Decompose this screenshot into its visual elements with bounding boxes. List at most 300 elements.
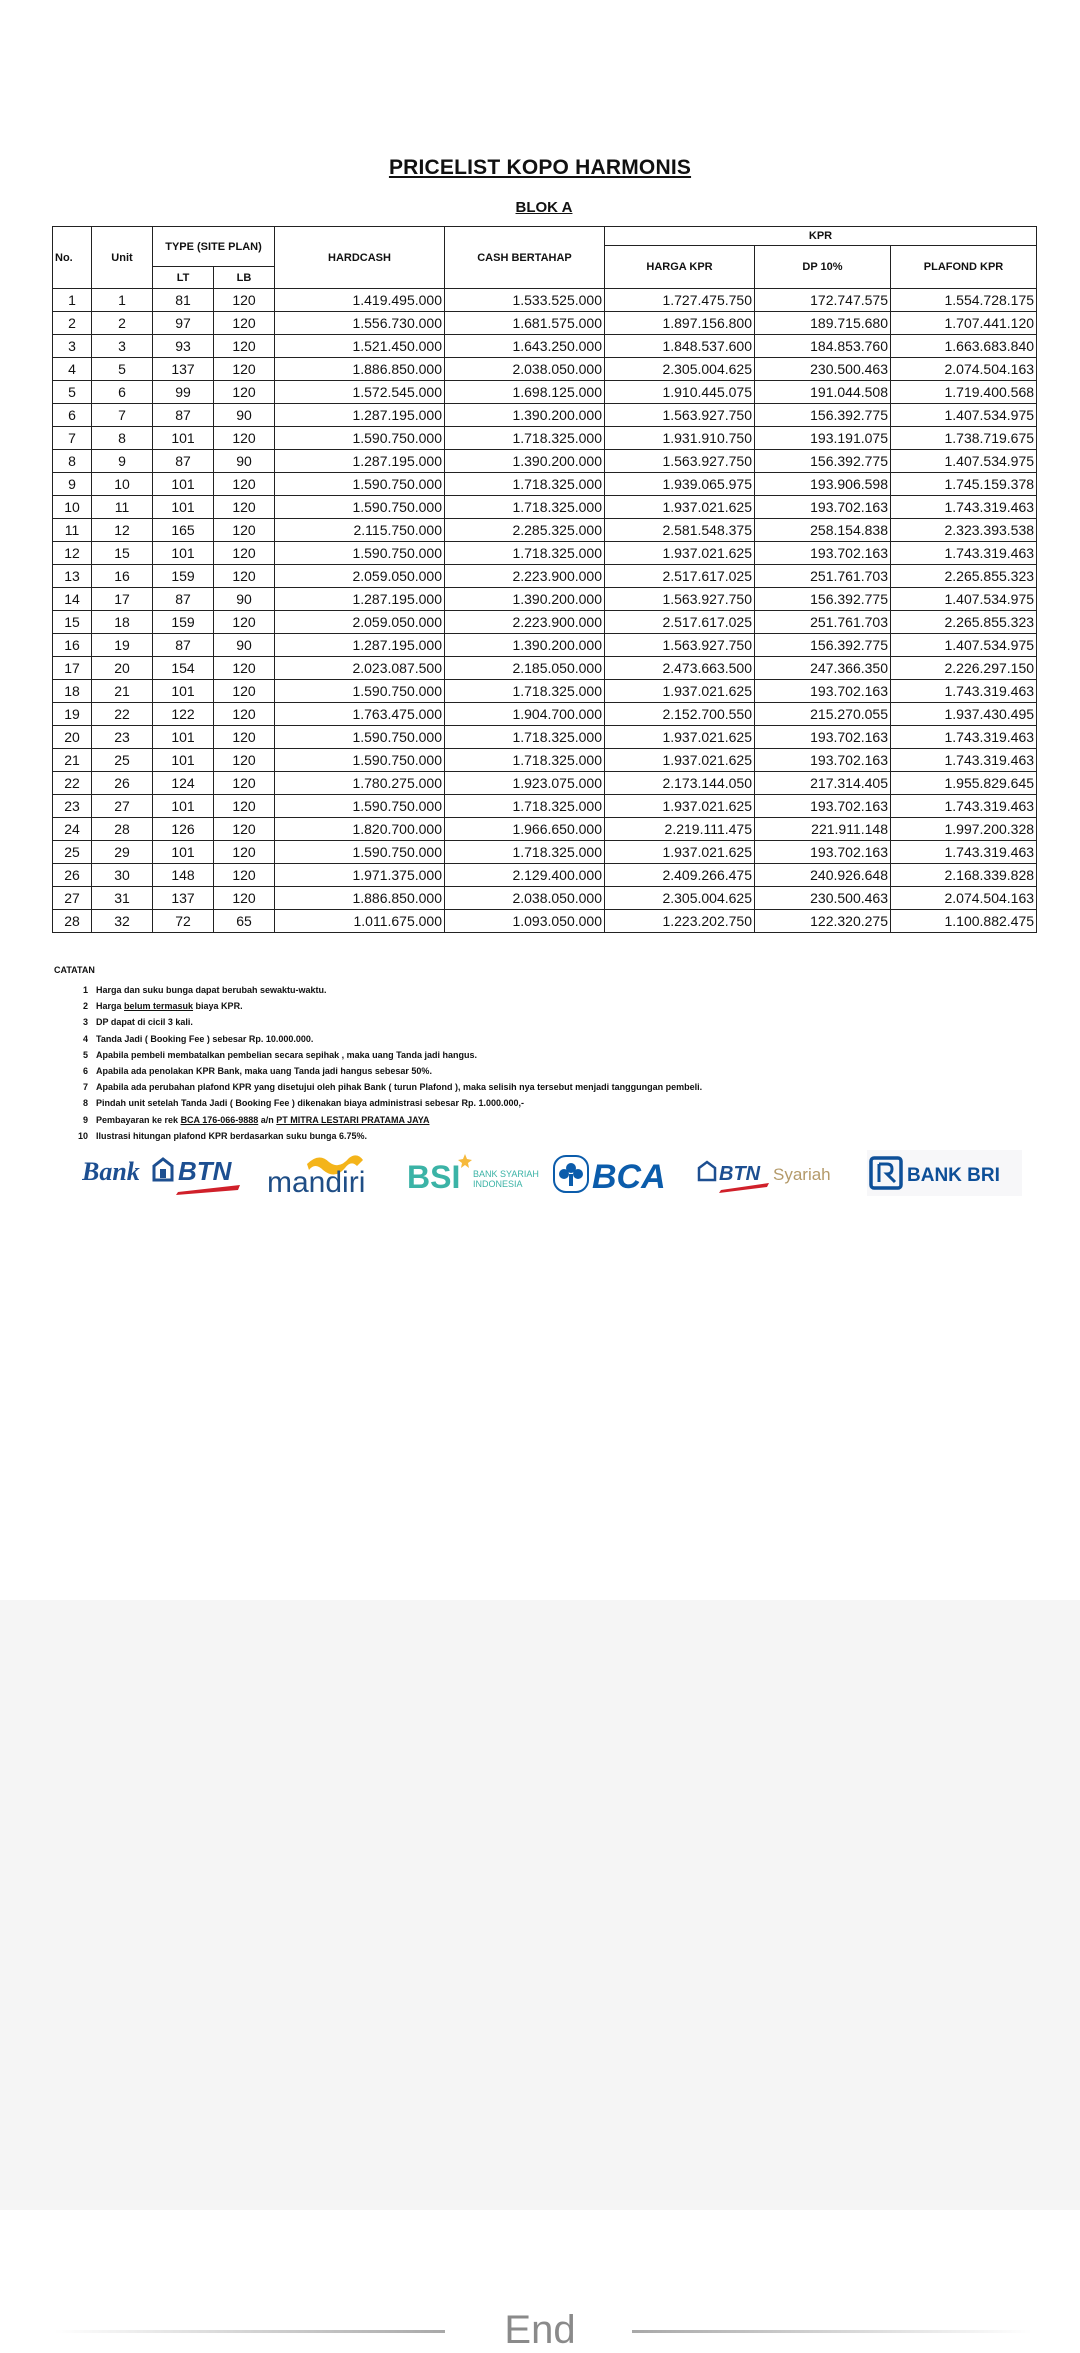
cell-lt: 87	[153, 404, 214, 427]
cell-harga-kpr: 1.931.910.750	[605, 427, 755, 450]
cell-unit: 8	[92, 427, 153, 450]
cell-no: 5	[53, 381, 92, 404]
table-row	[53, 611, 1037, 634]
block-subtitle: BLOK A	[515, 199, 573, 216]
note-item	[74, 1112, 702, 1128]
notes-section	[54, 965, 702, 1144]
cell-unit: 11	[92, 496, 153, 519]
cell-hardcash: 1.590.750.000	[275, 726, 445, 749]
cell-lb: 120	[214, 427, 275, 450]
cell-plafond-kpr: 1.407.534.975	[891, 634, 1037, 657]
cell-harga-kpr: 1.848.537.600	[605, 335, 755, 358]
table-row	[53, 312, 1037, 335]
cell-dp: 258.154.838	[755, 519, 891, 542]
cell-no: 18	[53, 680, 92, 703]
cell-unit: 17	[92, 588, 153, 611]
cell-dp: 156.392.775	[755, 404, 891, 427]
table-row	[53, 818, 1037, 841]
cell-lb: 120	[214, 887, 275, 910]
cell-no: 1	[53, 289, 92, 312]
cell-hardcash: 1.590.750.000	[275, 496, 445, 519]
cell-no: 24	[53, 818, 92, 841]
cell-plafond-kpr: 2.074.504.163	[891, 358, 1037, 381]
cell-cash-bertahap: 1.390.200.000	[445, 450, 605, 473]
cell-hardcash: 1.590.750.000	[275, 749, 445, 772]
cell-harga-kpr: 2.517.617.025	[605, 565, 755, 588]
table-row	[53, 634, 1037, 657]
cell-dp: 230.500.463	[755, 358, 891, 381]
note-number: 8	[82, 1098, 88, 1109]
table-row	[53, 519, 1037, 542]
cell-harga-kpr: 2.409.266.475	[605, 864, 755, 887]
table-row	[53, 565, 1037, 588]
note-item	[74, 1014, 702, 1030]
cell-unit: 7	[92, 404, 153, 427]
note-item	[74, 1079, 702, 1095]
cell-plafond-kpr: 1.407.534.975	[891, 450, 1037, 473]
cell-unit: 9	[92, 450, 153, 473]
cell-unit: 28	[92, 818, 153, 841]
cell-harga-kpr: 1.563.927.750	[605, 588, 755, 611]
cell-lb: 120	[214, 473, 275, 496]
note-emphasis: BCA 176-066-9888	[180, 1114, 259, 1125]
cell-dp: 193.702.163	[755, 496, 891, 519]
price-table-body	[53, 289, 1037, 933]
note-number: 3	[82, 1017, 88, 1028]
cell-lt: 87	[153, 634, 214, 657]
cell-lb: 90	[214, 634, 275, 657]
cell-lb: 120	[214, 795, 275, 818]
cell-lt: 93	[153, 335, 214, 358]
bank-logos	[72, 1150, 1032, 1196]
cell-lb: 120	[214, 289, 275, 312]
cell-harga-kpr: 1.727.475.750	[605, 289, 755, 312]
cell-no: 14	[53, 588, 92, 611]
cell-harga-kpr: 1.563.927.750	[605, 634, 755, 657]
cell-harga-kpr: 2.219.111.475	[605, 818, 755, 841]
note-text: Harga	[96, 1001, 125, 1012]
cell-no: 17	[53, 657, 92, 680]
cell-no: 6	[53, 404, 92, 427]
cell-lb: 120	[214, 818, 275, 841]
cell-lb: 120	[214, 864, 275, 887]
cell-plafond-kpr: 1.743.319.463	[891, 749, 1037, 772]
cell-cash-bertahap: 1.718.325.000	[445, 726, 605, 749]
cell-no: 3	[53, 335, 92, 358]
cell-cash-bertahap: 2.223.900.000	[445, 565, 605, 588]
cell-harga-kpr: 1.937.021.625	[605, 542, 755, 565]
note-text: Harga dan suku bunga dapat berubah sewaktu-waktu.	[96, 985, 327, 995]
cell-cash-bertahap: 1.390.200.000	[445, 634, 605, 657]
cell-plafond-kpr: 1.719.400.568	[891, 381, 1037, 404]
cell-lt: 87	[153, 450, 214, 473]
end-divider-right	[632, 2330, 1032, 2333]
note-text: biaya KPR.	[193, 1001, 243, 1012]
cell-lb: 65	[214, 910, 275, 933]
cell-cash-bertahap: 1.718.325.000	[445, 427, 605, 450]
note-number: 2	[82, 1001, 88, 1012]
btn-syariah-logo-icon	[697, 1150, 857, 1196]
cell-dp: 221.911.148	[755, 818, 891, 841]
cell-lb: 120	[214, 726, 275, 749]
cell-unit: 15	[92, 542, 153, 565]
cell-unit: 6	[92, 381, 153, 404]
cell-lb: 120	[214, 542, 275, 565]
cell-lt: 154	[153, 657, 214, 680]
bsi-logo-icon	[407, 1150, 542, 1196]
cell-lt: 137	[153, 358, 214, 381]
cell-harga-kpr: 1.937.021.625	[605, 749, 755, 772]
end-label: End	[504, 2308, 576, 2352]
cell-harga-kpr: 1.937.021.625	[605, 680, 755, 703]
note-item	[74, 1128, 702, 1144]
cell-harga-kpr: 2.473.663.500	[605, 657, 755, 680]
cell-dp: 156.392.775	[755, 450, 891, 473]
notes-heading: CATATAN	[54, 965, 95, 975]
cell-harga-kpr: 1.910.445.075	[605, 381, 755, 404]
cell-unit: 22	[92, 703, 153, 726]
end-marker	[0, 2290, 1080, 2352]
cell-unit: 32	[92, 910, 153, 933]
table-row	[53, 335, 1037, 358]
cell-hardcash: 1.590.750.000	[275, 473, 445, 496]
cell-dp: 217.314.405	[755, 772, 891, 795]
cell-dp: 247.366.350	[755, 657, 891, 680]
cell-plafond-kpr: 2.168.339.828	[891, 864, 1037, 887]
cell-no: 10	[53, 496, 92, 519]
cell-harga-kpr: 1.939.065.975	[605, 473, 755, 496]
cell-unit: 12	[92, 519, 153, 542]
bca-logo-icon	[552, 1150, 682, 1196]
cell-lb: 120	[214, 772, 275, 795]
cell-cash-bertahap: 1.718.325.000	[445, 542, 605, 565]
cell-no: 9	[53, 473, 92, 496]
table-row	[53, 726, 1037, 749]
cell-lb: 120	[214, 519, 275, 542]
note-item	[74, 1063, 702, 1079]
cell-unit: 26	[92, 772, 153, 795]
cell-lb: 120	[214, 611, 275, 634]
note-item	[74, 1047, 702, 1063]
table-row	[53, 289, 1037, 312]
cell-cash-bertahap: 1.923.075.000	[445, 772, 605, 795]
note-text: Pindah unit setelah Tanda Jadi ( Booking Fee ) dikenakan biaya administrasi sebesar Rp. 1.000.000,-	[96, 1098, 524, 1109]
cell-plafond-kpr: 1.937.430.495	[891, 703, 1037, 726]
cell-harga-kpr: 1.563.927.750	[605, 450, 755, 473]
cell-plafond-kpr: 2.323.393.538	[891, 519, 1037, 542]
note-number: 4	[82, 1033, 88, 1044]
bank-bsi-logo	[407, 1150, 542, 1196]
cell-cash-bertahap: 1.718.325.000	[445, 680, 605, 703]
note-text: Pembayaran ke rek	[96, 1114, 181, 1125]
svg-text:BCA: BCA	[592, 1158, 666, 1196]
cell-cash-bertahap: 2.285.325.000	[445, 519, 605, 542]
note-text: a/n	[258, 1114, 277, 1125]
note-number: 5	[82, 1049, 88, 1060]
cell-plafond-kpr: 2.265.855.323	[891, 565, 1037, 588]
cell-dp: 251.761.703	[755, 565, 891, 588]
cell-lb: 120	[214, 312, 275, 335]
cell-plafond-kpr: 2.226.297.150	[891, 657, 1037, 680]
cell-no: 28	[53, 910, 92, 933]
note-item	[74, 982, 702, 998]
cell-no: 11	[53, 519, 92, 542]
cell-harga-kpr: 2.152.700.550	[605, 703, 755, 726]
cell-hardcash: 1.590.750.000	[275, 841, 445, 864]
cell-dp: 251.761.703	[755, 611, 891, 634]
cell-lt: 97	[153, 312, 214, 335]
cell-plafond-kpr: 1.663.683.840	[891, 335, 1037, 358]
cell-hardcash: 1.590.750.000	[275, 427, 445, 450]
cell-cash-bertahap: 2.223.900.000	[445, 611, 605, 634]
header-no: No.	[53, 227, 92, 289]
cell-no: 4	[53, 358, 92, 381]
table-row	[53, 680, 1037, 703]
cell-plafond-kpr: 1.707.441.120	[891, 312, 1037, 335]
svg-text:INDONESIA: INDONESIA	[473, 1179, 523, 1189]
cell-dp: 193.702.163	[755, 542, 891, 565]
note-item	[74, 998, 702, 1014]
table-row	[53, 450, 1037, 473]
cell-lt: 148	[153, 864, 214, 887]
cell-dp: 240.926.648	[755, 864, 891, 887]
cell-hardcash: 1.287.195.000	[275, 450, 445, 473]
cell-lt: 101	[153, 749, 214, 772]
cell-dp: 184.853.760	[755, 335, 891, 358]
cell-no: 2	[53, 312, 92, 335]
cell-hardcash: 1.971.375.000	[275, 864, 445, 887]
cell-hardcash: 1.521.450.000	[275, 335, 445, 358]
cell-lb: 120	[214, 841, 275, 864]
cell-lt: 72	[153, 910, 214, 933]
cell-plafond-kpr: 1.955.829.645	[891, 772, 1037, 795]
cell-harga-kpr: 2.305.004.625	[605, 887, 755, 910]
cell-plafond-kpr: 1.745.159.378	[891, 473, 1037, 496]
note-number: 10	[77, 1130, 88, 1141]
cell-plafond-kpr: 1.100.882.475	[891, 910, 1037, 933]
cell-cash-bertahap: 1.904.700.000	[445, 703, 605, 726]
table-row	[53, 795, 1037, 818]
cell-harga-kpr: 1.563.927.750	[605, 404, 755, 427]
cell-plafond-kpr: 1.738.719.675	[891, 427, 1037, 450]
cell-plafond-kpr: 2.265.855.323	[891, 611, 1037, 634]
cell-no: 12	[53, 542, 92, 565]
note-item	[74, 1095, 702, 1111]
bank-btn-logo	[82, 1150, 247, 1196]
cell-lb: 120	[214, 335, 275, 358]
cell-cash-bertahap: 1.390.200.000	[445, 588, 605, 611]
header-type-site-plan: TYPE (SITE PLAN)	[153, 227, 275, 267]
cell-no: 27	[53, 887, 92, 910]
cell-lt: 101	[153, 542, 214, 565]
cell-hardcash: 1.011.675.000	[275, 910, 445, 933]
cell-lt: 81	[153, 289, 214, 312]
header-lb: LB	[214, 267, 275, 289]
cell-unit: 27	[92, 795, 153, 818]
cell-harga-kpr: 1.937.021.625	[605, 726, 755, 749]
cell-lt: 124	[153, 772, 214, 795]
svg-text:Bank: Bank	[82, 1157, 140, 1186]
cell-cash-bertahap: 1.533.525.000	[445, 289, 605, 312]
note-item	[74, 1031, 702, 1047]
cell-cash-bertahap: 1.966.650.000	[445, 818, 605, 841]
cell-dp: 215.270.055	[755, 703, 891, 726]
cell-dp: 193.191.075	[755, 427, 891, 450]
cell-cash-bertahap: 2.129.400.000	[445, 864, 605, 887]
cell-cash-bertahap: 2.038.050.000	[445, 887, 605, 910]
bri-logo-icon	[867, 1150, 1022, 1196]
cell-cash-bertahap: 1.718.325.000	[445, 496, 605, 519]
cell-no: 13	[53, 565, 92, 588]
cell-lb: 90	[214, 588, 275, 611]
note-number: 6	[82, 1065, 88, 1076]
cell-lt: 101	[153, 473, 214, 496]
cell-harga-kpr: 2.517.617.025	[605, 611, 755, 634]
cell-dp: 193.702.163	[755, 726, 891, 749]
table-row	[53, 864, 1037, 887]
cell-cash-bertahap: 1.718.325.000	[445, 841, 605, 864]
cell-plafond-kpr: 2.074.504.163	[891, 887, 1037, 910]
cell-unit: 10	[92, 473, 153, 496]
cell-unit: 5	[92, 358, 153, 381]
header-hardcash: HARDCASH	[275, 227, 445, 289]
cell-lt: 101	[153, 427, 214, 450]
cell-unit: 30	[92, 864, 153, 887]
svg-text:mandiri: mandiri	[267, 1166, 366, 1196]
cell-hardcash: 1.590.750.000	[275, 680, 445, 703]
cell-unit: 20	[92, 657, 153, 680]
cell-unit: 23	[92, 726, 153, 749]
cell-lt: 159	[153, 565, 214, 588]
cell-unit: 2	[92, 312, 153, 335]
cell-unit: 21	[92, 680, 153, 703]
cell-unit: 18	[92, 611, 153, 634]
table-row	[53, 772, 1037, 795]
cell-lt: 101	[153, 841, 214, 864]
cell-plafond-kpr: 1.743.319.463	[891, 726, 1037, 749]
svg-text:BSI: BSI	[407, 1159, 461, 1195]
cell-cash-bertahap: 2.185.050.000	[445, 657, 605, 680]
table-row	[53, 542, 1037, 565]
cell-plafond-kpr: 1.743.319.463	[891, 795, 1037, 818]
notes-list	[54, 982, 702, 1144]
header-harga-kpr: HARGA KPR	[605, 246, 755, 289]
cell-dp: 191.044.508	[755, 381, 891, 404]
table-row	[53, 910, 1037, 933]
note-text: Ilustrasi hitungan plafond KPR berdasarkan suku bunga 6.75%.	[96, 1130, 368, 1141]
note-number: 9	[82, 1114, 88, 1125]
note-text: Apabila pembeli membatalkan pembelian secara sepihak , maka uang Tanda jadi hangus.	[96, 1049, 477, 1060]
cell-lb: 120	[214, 381, 275, 404]
cell-unit: 3	[92, 335, 153, 358]
svg-text:BANK BRI: BANK BRI	[907, 1165, 1000, 1186]
cell-plafond-kpr: 1.743.319.463	[891, 542, 1037, 565]
cell-no: 7	[53, 427, 92, 450]
note-emphasis: belum termasuk	[124, 1001, 194, 1012]
cell-lt: 87	[153, 588, 214, 611]
note-text: Apabila ada perubahan plafond KPR yang disetujui oleh pihak Bank ( turun Plafond ), maka selisih nya tersebut menjadi tanggungan pembeli.	[96, 1082, 703, 1093]
cell-plafond-kpr: 1.743.319.463	[891, 496, 1037, 519]
table-row	[53, 358, 1037, 381]
note-text: DP dapat di cicil 3 kali.	[96, 1017, 193, 1028]
table-row	[53, 887, 1037, 910]
cell-hardcash: 1.886.850.000	[275, 887, 445, 910]
table-row	[53, 657, 1037, 680]
cell-lb: 90	[214, 404, 275, 427]
cell-lb: 120	[214, 358, 275, 381]
cell-hardcash: 1.590.750.000	[275, 542, 445, 565]
cell-no: 16	[53, 634, 92, 657]
cell-unit: 1	[92, 289, 153, 312]
cell-harga-kpr: 1.897.156.800	[605, 312, 755, 335]
bank-bri-logo	[867, 1150, 1022, 1196]
cell-plafond-kpr: 1.997.200.328	[891, 818, 1037, 841]
cell-hardcash: 1.780.275.000	[275, 772, 445, 795]
cell-hardcash: 1.287.195.000	[275, 634, 445, 657]
header-plafond-kpr: PLAFOND KPR	[891, 246, 1037, 289]
table-row	[53, 427, 1037, 450]
cell-unit: 29	[92, 841, 153, 864]
cell-lt: 137	[153, 887, 214, 910]
cell-hardcash: 1.287.195.000	[275, 404, 445, 427]
cell-no: 15	[53, 611, 92, 634]
cell-hardcash: 2.023.087.500	[275, 657, 445, 680]
svg-text:BTN: BTN	[719, 1163, 761, 1185]
cell-cash-bertahap: 1.718.325.000	[445, 473, 605, 496]
cell-cash-bertahap: 1.718.325.000	[445, 795, 605, 818]
cell-lt: 159	[153, 611, 214, 634]
cell-hardcash: 1.820.700.000	[275, 818, 445, 841]
cell-lb: 120	[214, 749, 275, 772]
gray-spacer	[0, 1600, 1080, 2210]
cell-no: 21	[53, 749, 92, 772]
cell-cash-bertahap: 1.643.250.000	[445, 335, 605, 358]
cell-unit: 31	[92, 887, 153, 910]
cell-hardcash: 1.287.195.000	[275, 588, 445, 611]
cell-lb: 120	[214, 680, 275, 703]
cell-lt: 99	[153, 381, 214, 404]
cell-no: 25	[53, 841, 92, 864]
mandiri-logo-icon	[267, 1150, 397, 1196]
note-number: 1	[82, 985, 88, 995]
table-row	[53, 496, 1037, 519]
cell-no: 19	[53, 703, 92, 726]
cell-dp: 193.702.163	[755, 795, 891, 818]
cell-dp: 230.500.463	[755, 887, 891, 910]
svg-text:BTN: BTN	[178, 1156, 232, 1186]
cell-hardcash: 1.572.545.000	[275, 381, 445, 404]
table-row	[53, 749, 1037, 772]
note-text: Apabila ada penolakan KPR Bank, maka uang Tanda jadi hangus sebesar 50%.	[96, 1065, 432, 1076]
price-table	[52, 226, 1037, 933]
cell-lt: 126	[153, 818, 214, 841]
cell-harga-kpr: 1.937.021.625	[605, 841, 755, 864]
cell-cash-bertahap: 1.718.325.000	[445, 749, 605, 772]
table-row	[53, 381, 1037, 404]
cell-no: 8	[53, 450, 92, 473]
cell-lt: 101	[153, 726, 214, 749]
cell-harga-kpr: 2.173.144.050	[605, 772, 755, 795]
cell-hardcash: 2.059.050.000	[275, 611, 445, 634]
cell-harga-kpr: 1.937.021.625	[605, 496, 755, 519]
header-kpr: KPR	[605, 227, 1037, 246]
cell-plafond-kpr: 1.743.319.463	[891, 680, 1037, 703]
header-cash-bertahap: CASH BERTAHAP	[445, 227, 605, 289]
cell-dp: 156.392.775	[755, 588, 891, 611]
cell-harga-kpr: 2.581.548.375	[605, 519, 755, 542]
cell-cash-bertahap: 1.681.575.000	[445, 312, 605, 335]
cell-plafond-kpr: 1.554.728.175	[891, 289, 1037, 312]
